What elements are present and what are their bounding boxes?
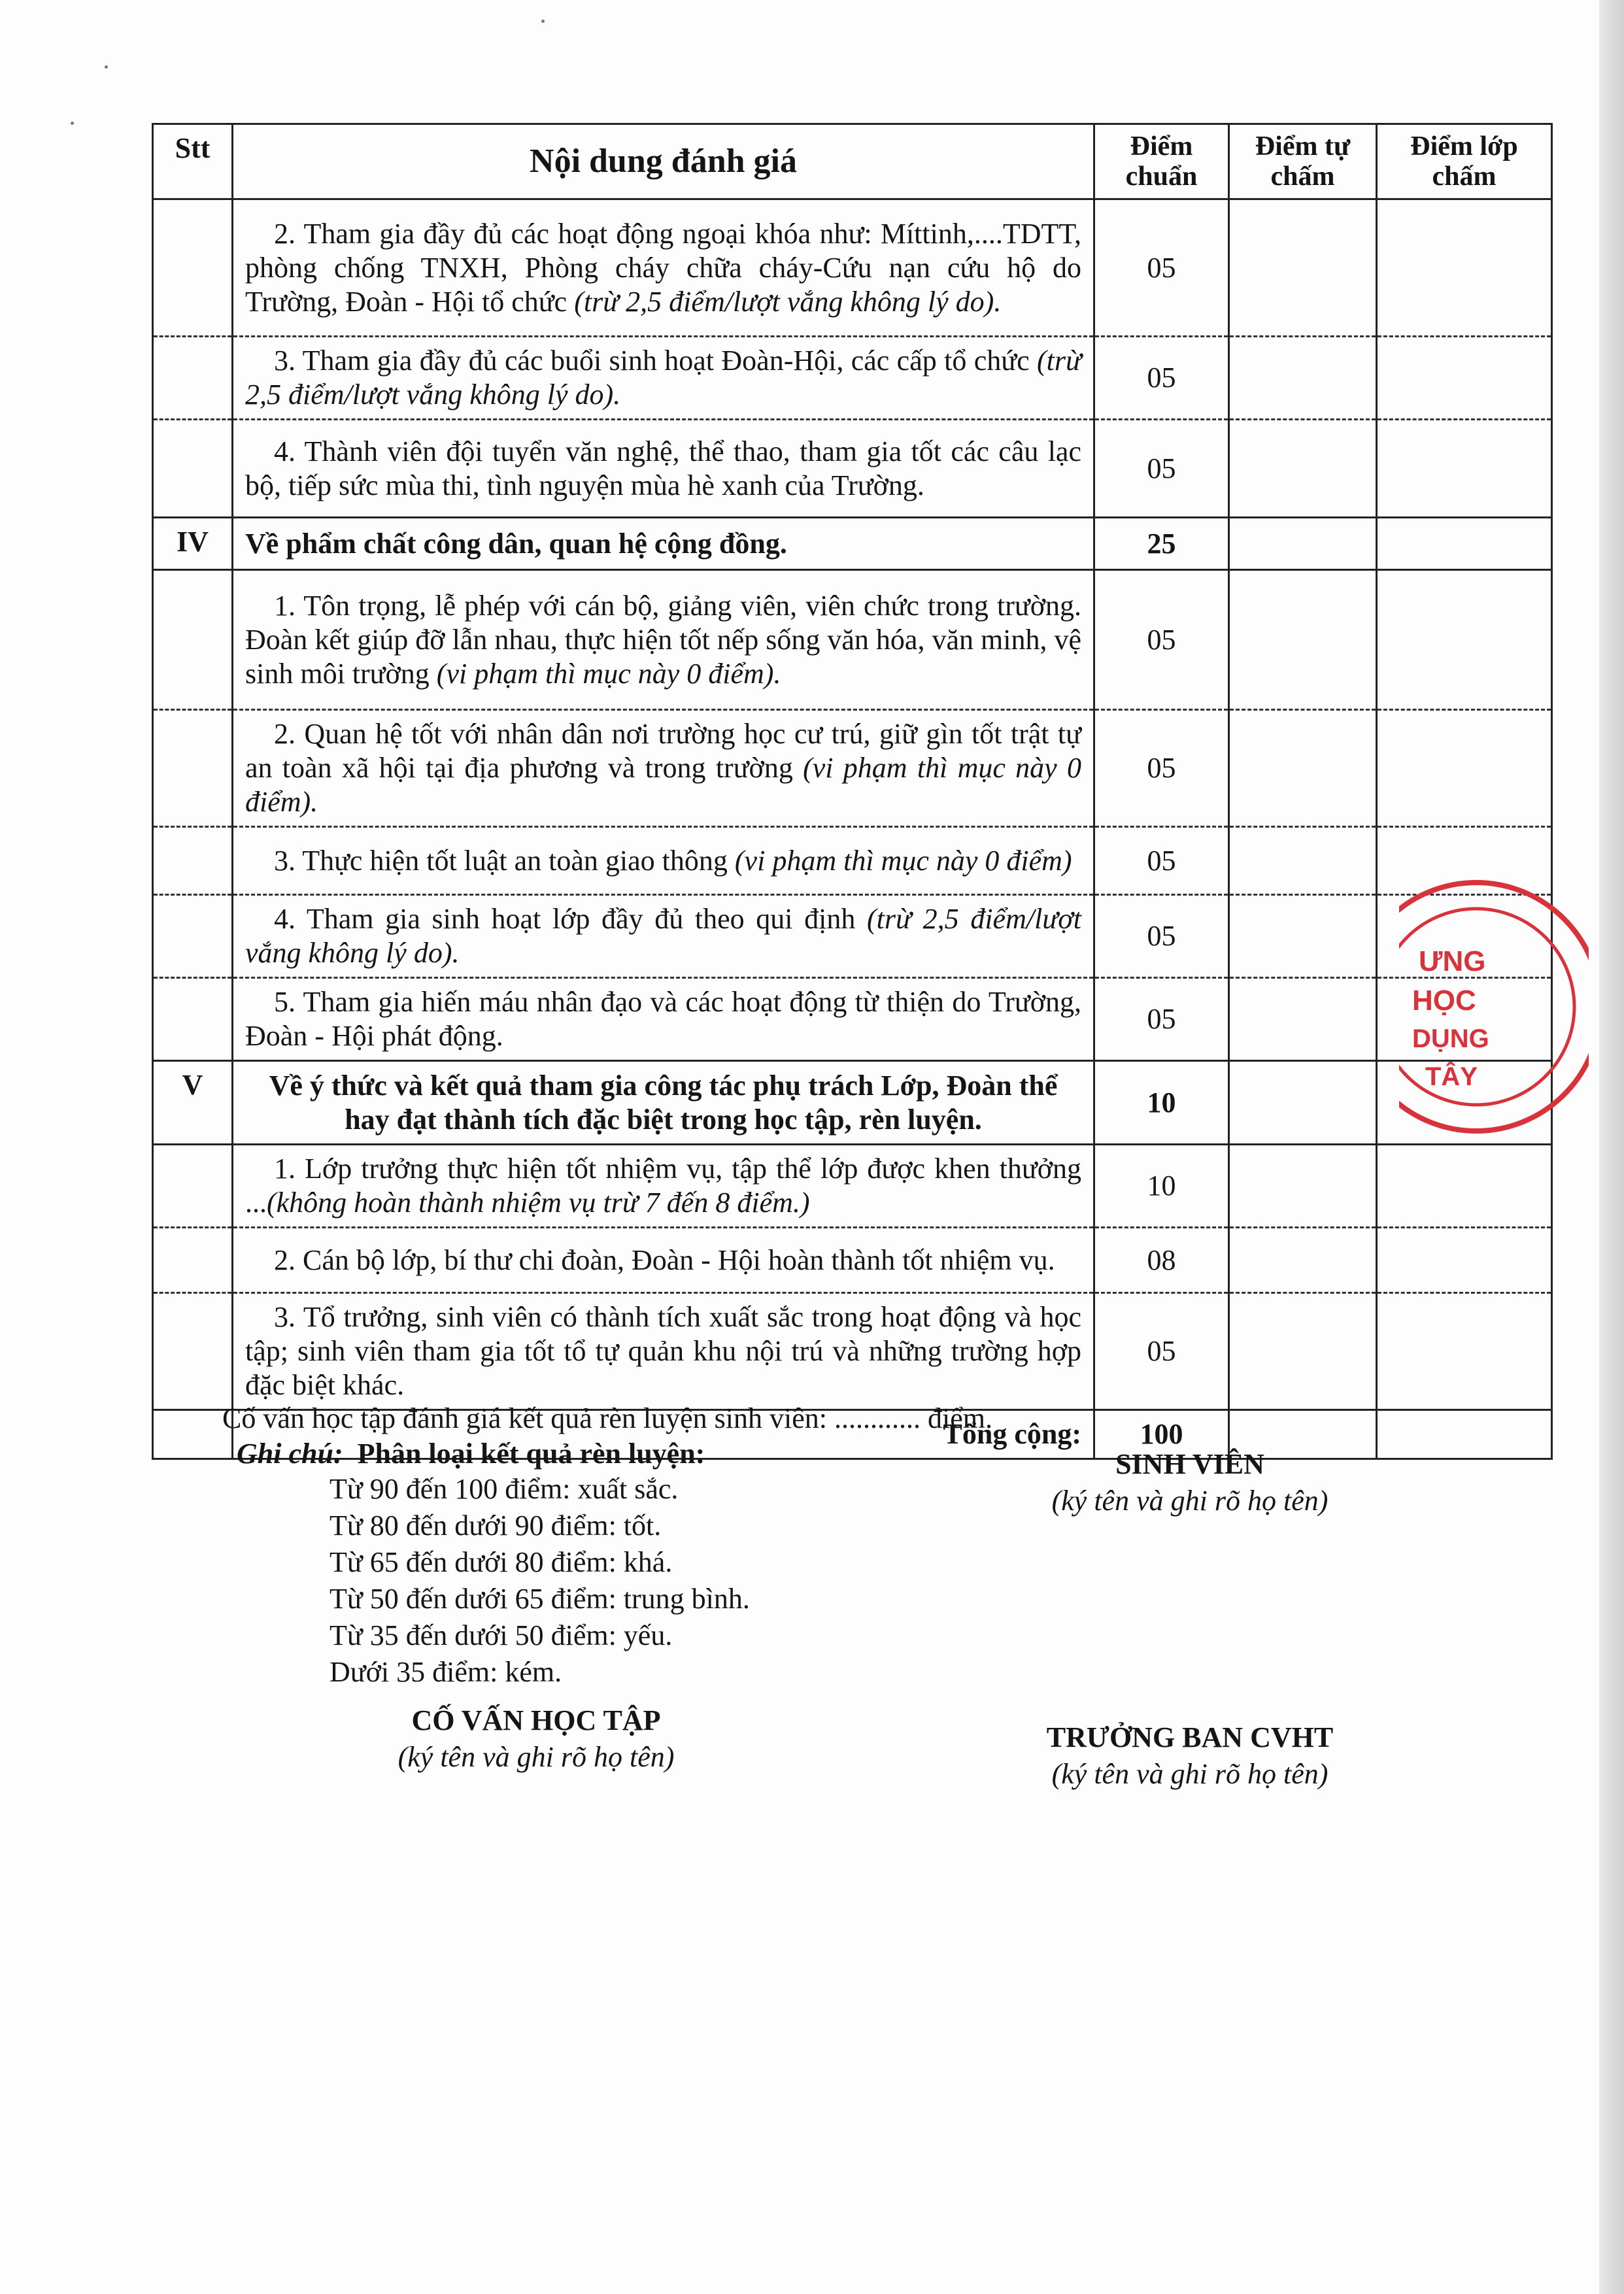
row-class-score[interactable] [1377,1228,1552,1293]
row-text: 3. Tham gia đầy đủ các buổi sinh hoạt Đoàn-Hội, các cấp tổ chức [274,345,1037,377]
row-standard-score: 05 [1094,1293,1229,1410]
row-standard-score: 05 [1094,978,1229,1061]
row-note: (vi phạm thì mục này 0 điểm). [436,657,781,690]
advisor-signature-block [353,1702,719,1776]
row-content [233,710,1094,827]
note-title: Phân loại kết quả rèn luyện: [357,1438,705,1470]
row-standard-score: 05 [1094,337,1229,420]
section-score: 25 [1094,518,1229,570]
table-row [153,199,1552,337]
note-label: Ghi chú: [237,1438,343,1470]
row-note: (vi phạm thì mục này 0 điểm) [734,844,1072,877]
row-text: 3. Tổ trưởng, sinh viên có thành tích xuất sắc trong hoạt động và học tập; sinh viên tham gia tốt tổ tự quản khu nội trú và những trường hợp đặc biệt khác. [245,1301,1081,1401]
row-text: 2. Cán bộ lớp, bí thư chi đoàn, Đoàn - Hội hoàn thành tốt nhiệm vụ. [274,1243,1055,1276]
row-text: 1. Lớp trưởng thực hiện tốt nhiệm vụ, tập thể lớp được khen thưởng ... [245,1153,1081,1219]
row-content [233,1228,1094,1293]
header-stt: Stt [153,124,233,199]
scan-speck [71,122,74,125]
row-stt [153,570,233,710]
row-content [233,337,1094,420]
row-note: (vi phạm thì mục này 0 điểm). [245,752,1081,818]
row-class-score[interactable] [1377,337,1552,420]
stamp-text: DỤNG [1412,1024,1489,1053]
row-class-score[interactable] [1377,1145,1552,1228]
table-row [153,827,1552,895]
row-self-score[interactable] [1229,420,1377,518]
table-row [153,337,1552,420]
table-row [153,978,1552,1061]
classification-list [330,1471,750,1691]
scan-edge [1599,0,1624,2294]
row-note: (trừ 2,5 điểm/lượt vắng không lý do). [245,903,1082,969]
row-content [233,827,1094,895]
row-stt [153,420,233,518]
row-self-score[interactable] [1229,1061,1377,1145]
row-standard-score: 10 [1094,1145,1229,1228]
row-stt [153,978,233,1061]
row-standard-score: 05 [1094,199,1229,337]
row-self-score[interactable] [1229,827,1377,895]
stamp-text: ƯNG [1419,945,1486,977]
section-stt: IV [153,518,233,570]
row-content [233,1145,1094,1228]
row-class-score[interactable] [1377,420,1552,518]
stamp-text: TÂY [1425,1062,1478,1091]
row-content [233,895,1094,978]
row-stt [153,1145,233,1228]
row-text: 2. Tham gia đầy đủ các hoạt động ngoại khóa như: Míttinh,....TDTT, phòng chống TNXH, Phòng cháy chữa cháy-Cứu nạn cứu hộ do Trường, Đoàn - Hội tổ chức [245,217,1081,318]
row-self-score[interactable] [1229,978,1377,1061]
row-text: 4. Thành viên đội tuyển văn nghệ, thể thao, tham gia tốt các câu lạc bộ, tiếp sức mùa thi, tình nguyện mùa hè xanh của Trường. [245,435,1081,501]
row-standard-score: 05 [1094,895,1229,978]
row-stt [153,337,233,420]
classification-item: Từ 80 đến dưới 90 điểm: tốt. [330,1510,662,1542]
row-text: 2. Quan hệ tốt với nhân dân nơi trường học cư trú, giữ gìn tốt trật tự an toàn xã hội tại địa phương và trong trường [245,718,1081,784]
table-row [153,710,1552,827]
section-title: Về phẩm chất công dân, quan hệ cộng đồng. [233,518,1094,570]
row-self-score[interactable] [1229,518,1377,570]
row-class-score[interactable] [1377,710,1552,827]
section-score: 10 [1094,1061,1229,1145]
section-title: Về ý thức và kết quả tham gia công tác phụ trách Lớp, Đoàn thể hay đạt thành tích đặc biệt trong học tập, rèn luyện. [233,1061,1094,1145]
row-content [233,1293,1094,1410]
row-note: (trừ 2,5 điểm/lượt vắng không lý do). [574,285,1002,318]
row-stt [153,1293,233,1410]
header-content: Nội dung đánh giá [233,124,1094,199]
row-standard-score: 05 [1094,827,1229,895]
row-stt [153,827,233,895]
advisor-sign-hint: (ký tên và ghi rõ họ tên) [398,1741,675,1773]
row-standard-score: 05 [1094,710,1229,827]
evaluation-table [152,123,1553,1460]
section-row-v [153,1061,1552,1145]
scan-speck [105,65,108,69]
classification-item: Từ 35 đến dưới 50 điểm: yếu. [330,1619,673,1651]
row-stt [153,895,233,978]
table-header-row [153,124,1552,199]
classification-item: Dưới 35 điểm: kém. [330,1656,562,1688]
classification-item: Từ 65 đến dưới 80 điểm: khá. [330,1546,673,1578]
row-text: 1. Tôn trọng, lễ phép với cán bộ, giảng viên, viên chức trong trường. Đoàn kết giúp đỡ lẫn nhau, thực hiện tốt nếp sống văn hóa, văn minh, vệ sinh môi trường [245,589,1081,690]
total-label: Tổng cộng: [233,1410,1094,1459]
student-title: SINH VIÊN [1115,1448,1264,1480]
classification-item: Từ 50 đến dưới 65 điểm: trung bình. [330,1583,750,1615]
row-self-score[interactable] [1229,895,1377,978]
row-note: (trừ 2,5 điểm/lượt vắng không lý do). [245,345,1081,411]
row-text: 3. Thực hiện tốt luật an toàn giao thông [274,844,735,877]
table-row [153,895,1552,978]
row-stt [153,199,233,337]
note-heading [237,1436,705,1472]
advisor-evaluation-line: Cố vấn học tập đánh giá kết quả rèn luyện sinh viên: ............ điểm. [222,1402,992,1434]
stamp-text: HỌC [1412,985,1476,1017]
red-seal-stamp [1399,876,1589,1138]
table-row [153,1293,1552,1410]
row-standard-score: 05 [1094,420,1229,518]
row-standard-score: 08 [1094,1228,1229,1293]
total-class-score[interactable] [1377,1410,1552,1459]
row-standard-score: 05 [1094,570,1229,710]
row-self-score[interactable] [1229,570,1377,710]
row-class-score[interactable] [1377,199,1552,337]
student-signature-block [1007,1446,1373,1519]
row-self-score[interactable] [1229,199,1377,337]
row-note: (không hoàn thành nhiệm vụ trừ 7 đến 8 điểm.) [267,1187,810,1219]
header-standard-score: Điểm chuẩn [1094,124,1229,199]
section-stt: V [153,1061,233,1145]
row-stt [153,710,233,827]
row-content [233,420,1094,518]
total-stt [153,1410,233,1459]
table-row [153,570,1552,710]
table-row [153,420,1552,518]
row-class-score[interactable] [1377,570,1552,710]
head-sign-hint: (ký tên và ghi rõ họ tên) [1051,1758,1328,1790]
header-self-score: Điểm tự chấm [1229,124,1377,199]
table-row [153,1145,1552,1228]
row-content [233,978,1094,1061]
row-content [233,570,1094,710]
scan-speck [541,20,545,23]
row-text: 5. Tham gia hiến máu nhân đạo và các hoạt động từ thiện do Trường, Đoàn - Hội phát động. [245,986,1081,1052]
row-text: 4. Tham gia sinh hoạt lớp đầy đủ theo qui định [274,903,868,935]
section-row-iv [153,518,1552,570]
row-self-score[interactable] [1229,710,1377,827]
row-stt [153,1228,233,1293]
head-signature-block [1007,1719,1373,1793]
table-row [153,1228,1552,1293]
header-class-score: Điểm lớp chấm [1377,124,1552,199]
total-score: 100 [1094,1410,1229,1459]
row-self-score[interactable] [1229,1293,1377,1410]
row-self-score[interactable] [1229,337,1377,420]
advisor-title: CỐ VẤN HỌC TẬP [411,1704,661,1736]
row-self-score[interactable] [1229,1145,1377,1228]
classification-item: Từ 90 đến 100 điểm: xuất sắc. [330,1473,679,1505]
student-sign-hint: (ký tên và ghi rõ họ tên) [1051,1485,1328,1517]
head-title: TRƯỞNG BAN CVHT [1046,1721,1334,1753]
row-class-score[interactable] [1377,518,1552,570]
row-content [233,199,1094,337]
row-self-score[interactable] [1229,1228,1377,1293]
row-class-score[interactable] [1377,1293,1552,1410]
